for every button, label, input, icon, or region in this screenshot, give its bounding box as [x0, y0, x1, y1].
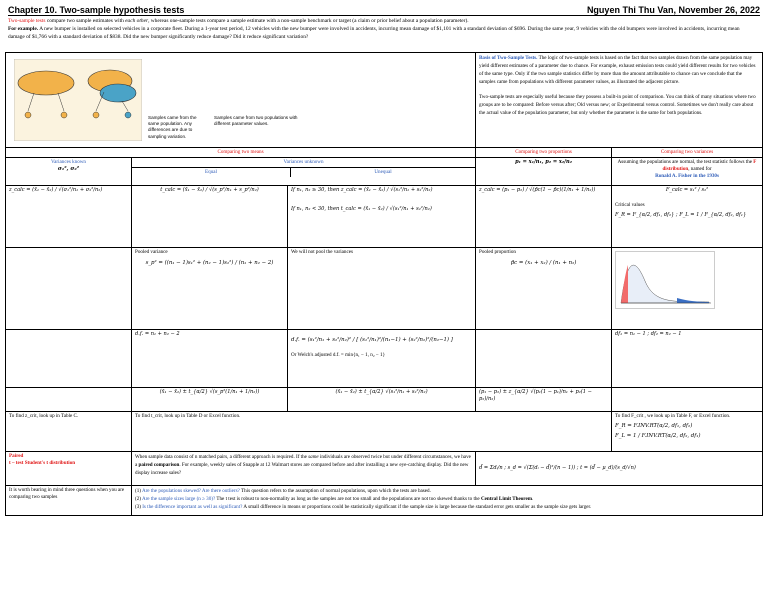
f-calc-formula: F_calc = s₁² / s₂²	[665, 187, 709, 193]
basis-p2: Two-sample tests are especially useful because they possess a built-in point of comparison. You can think of many situations where two groups are to be compared: Before versus after; Old versus new; or Experimental versus control. Sometimes we don't really care about the actual value of the population parameter, but only whether the parameter is the same for both populations.	[479, 93, 756, 116]
sigma-known: σ₁², σ₂²	[57, 165, 80, 172]
no-pool-text: We will not pool the variances	[288, 248, 476, 330]
intro-term: Two-sample tests	[8, 18, 46, 24]
worth-text: It is worth bearing in mind three questions when you are comparing two samples	[6, 486, 132, 516]
intro-text-italic: each other	[125, 18, 149, 24]
find-t: To find t_crit, look up in Table D or Excel function.	[132, 412, 612, 452]
ci-empty-cell	[6, 388, 132, 412]
intro-text-a: compare two sample estimates with	[45, 18, 126, 24]
unequal-small-formula: If n₁, n₂ < 30, then t_calc = (x̄₁ − x̄₂) / √(s₁²/n₁ + s₂²/n₂)	[291, 205, 432, 212]
df-welch-cell	[288, 330, 476, 388]
figure-cell	[6, 53, 476, 148]
question-3: (3) Is the difference important as well as significant? A small difference in means or proportions could be statistically significant if the sample size is large because the standard error gets smaller as the sample size gets larger.	[135, 504, 592, 511]
var-known-cell	[6, 158, 132, 186]
paired-title: Paired	[9, 453, 24, 459]
intro-text-b: , whereas one-sample tests compare a sample estimate with a non-sample benchmark or target (a claim or prior belief about a population parameter).	[148, 18, 469, 24]
fisher-label: Ronald A. Fisher in the 1930s	[655, 172, 719, 179]
question-2: (2) Are the sample sizes large (n ≥ 30)? The t test is robust to non-normality as long as the samples are not too small and the populations are not too skewed thanks to the Central Limit Theorem.	[135, 496, 534, 503]
pooled-var-formula: s_p² = ((n₁ − 1)s₁² + (n₂ − 1)s₂²) / (n₁ + n₂ − 2)	[145, 259, 274, 266]
f-distribution-plot	[615, 251, 715, 309]
f-excel-r: F_R = F.INV.RT(α/2, df₁, df₂)	[615, 422, 693, 429]
figure-caption-left: Samples came from the same population. Any differences are due to sampling variation.	[148, 115, 197, 139]
q3-answer: A small difference in means or proportions could be statistically significant if the sample size is large because the standard error gets smaller as the sample size gets larger.	[242, 504, 592, 511]
t-equal-formula: t_calc = (x̄₁ − x̄₂) / √(s_p²/n₁ + s_p²/n₂)	[132, 186, 288, 248]
paired-text-a: When sample data consist of n matched pairs, a different approach is required. If the	[135, 454, 309, 460]
heading-proportions: Comparing two proportions	[476, 148, 612, 158]
figure-caption-right: Samples came from two populations with different parameter values.	[214, 115, 298, 127]
basis-title: Basis of Two-Sample Tests.	[479, 55, 538, 61]
q3-question: Is the difference important as well as significant?	[142, 504, 243, 511]
example-text: A new bumper is installed on selected vehicles in a corporate fleet. During a 1-year test period, 12 vehicles with the new bumper were involved in accidents, incurring mean damage of $1,101 with a standard deviation of $696. During the same year, 9 vehicles with the old bumpers were involved in accidents, incurring mean damage of $1,766 with a standard deviation of $838. Did the new bumper significantly reduce damage? Did it reduce significant variation?	[8, 26, 740, 41]
z-prop-formula: z_calc = (p₁ − p₂) / √(p̄c(1 − p̄c)(1/n₁ + 1/n₂))	[476, 186, 612, 248]
unequal-large-formula: If n₁, n₂ ≥ 30, then z_calc = (x̄₁ − x̄₂) / √(s₁²/n₁ + s₂²/n₂)	[291, 187, 433, 193]
heading-means: Comparing two means	[6, 148, 476, 158]
ci-prop: (p₁ − p₂) ± z_{α/2} √(p₁(1 − p₁)/n₁ + p₂(1 − p₂)/n₂)	[476, 388, 612, 412]
proportion-def: p₁ = x₁/n₁, p₂ = x₂/n₂	[476, 158, 612, 186]
df-equal: d.f. = n₁ + n₂ − 2	[132, 330, 288, 388]
f-excel-l: F_L = 1 / F.INV.RT(α/2, df₂, df₁)	[615, 433, 701, 440]
pooled-prop-cell	[476, 248, 612, 330]
paired-text-c: . For example, weekly sales of Snapple at 12 Walmart stores are compared before and after installing a new eye-catching display. Did the new display increase sales?	[135, 462, 469, 477]
q2-clt: Central Limit Theorem	[480, 496, 532, 503]
basis-cell	[476, 53, 763, 148]
pooled-var-cell	[132, 248, 288, 330]
f-test-cell	[612, 186, 763, 248]
q1-question: Are the populations skewed? Are there outliers?	[141, 488, 240, 494]
critical-label: Critical values	[615, 201, 645, 208]
ci-var-empty-cell	[612, 388, 763, 412]
paired-same: same	[308, 454, 319, 460]
df-var: df₁ = n₁ − 1 ; df₂ = n₂ − 1	[612, 330, 763, 388]
var-assume-cell	[612, 158, 763, 186]
population-diagram-figure	[14, 59, 142, 141]
paired-comparison: paired comparison	[138, 462, 180, 469]
paired-text-b: individuals are observed twice but under different circumstances, we have a	[135, 454, 471, 469]
header-divider	[8, 15, 760, 16]
question-1: (1) Are the populations skewed? Are there outliers? This question refers to the assumption of normal populations, upon which the tests are based.	[135, 488, 431, 494]
unequal-label: Unequal	[374, 168, 392, 175]
author-date: Nguyen Thi Thu Van, November 26, 2022	[586, 5, 760, 15]
questions-cell	[132, 486, 763, 516]
comparison-table	[5, 52, 763, 516]
find-f: To find F_crit , we look up in Table F, or Excel function.	[615, 413, 731, 419]
var-assume-text: Assuming the populations are normal, the test statistic follows the	[617, 159, 754, 165]
basis-p1: The logic of two-sample tests is based on the fact that two samples drawn from the same population may yield different estimates of a parameter due to chance. For example, exhaust emission tests could yield different results for two vehicles of the same type. Only if the two sample statistics differ by more than the amount attributable to chance can we conclude that the samples came from populations with different parameter values, as illustrated the adjacent picture.	[479, 55, 756, 86]
df-empty-cell	[6, 330, 132, 388]
pooled-prop-label: Pooled proportion	[479, 249, 516, 255]
find-f-cell	[612, 412, 763, 452]
pooled-var-label: Pooled variance	[135, 249, 168, 255]
df-prop-empty-cell	[476, 330, 612, 388]
example-label: For example.	[8, 26, 39, 33]
df-welch-formula: d.f. = (s₁²/n₁ + s₂²/n₂)² / [ (s₁²/n₁)²/(n₁−1) + (s₂²/n₂)²/(n₂−1) ]	[291, 337, 453, 343]
intro-paragraph	[8, 17, 756, 41]
ci-equal: (x̄₁ − x̄₂) ± t_{α/2} √(s_p²(1/n₁ + 1/n₂))	[132, 388, 288, 412]
q2-question: Are the sample sizes large (n ≥ 30)?	[141, 496, 216, 503]
page-header	[8, 2, 760, 16]
paired-cell	[6, 452, 132, 486]
pooled-empty-cell	[6, 248, 132, 330]
var-unknown-cell	[132, 158, 476, 186]
f-dist-label: F distribution	[662, 159, 757, 172]
pooled-prop-formula: p̄c = (x₁ + x₂) / (n₁ + n₂)	[510, 259, 577, 266]
paired-subtitle: t – test Student's t distribution	[9, 459, 76, 466]
paired-text-cell	[132, 452, 476, 486]
q2-answer: The t test is robust to non-normality as long as the samples are not too small and the populations are not too skewed thanks to the	[215, 496, 481, 503]
equal-label: Equal	[132, 168, 291, 177]
heading-variances: Comparing two variances	[612, 148, 763, 158]
z-known-formula: z_calc = (x̄₁ − x̄₂) / √(σ₁²/n₁ + σ₂²/n₂)	[6, 186, 132, 248]
q1-answer: This question refers to the assumption of normal populations, upon which the tests are based.	[239, 488, 431, 494]
df-welch-alt: Or Welch's adjusted d.f. = min{n₁ − 1, n₂ − 1}	[291, 352, 386, 359]
f-distribution-cell	[612, 248, 763, 330]
paired-formula: d̄ = Σdᵢ/n ; s_d = √(Σ(dᵢ − d̄)²/(n − 1)) ; t = (d̄ − μ_d)/(s_d/√n)	[476, 452, 763, 486]
f-crit-formula: F_R = F_{α/2, df₁, df₂} ; F_L = 1 / F_{α/2, df₂, df₁}	[615, 211, 747, 218]
unequal-formulas	[288, 186, 476, 248]
page-title: Chapter 10. Two-sample hypothesis tests	[8, 5, 185, 15]
var-known-label: Variances known	[51, 159, 86, 165]
ci-unequal: (x̄₁ − x̄₂) ± t_{α/2} √(s₁²/n₁ + s₂²/n₂)	[288, 388, 476, 412]
var-named-text: , named for	[688, 165, 712, 172]
find-z: To find z_crit, look up in Table C.	[6, 412, 132, 452]
var-unknown-label: Variances unknown	[132, 158, 475, 168]
